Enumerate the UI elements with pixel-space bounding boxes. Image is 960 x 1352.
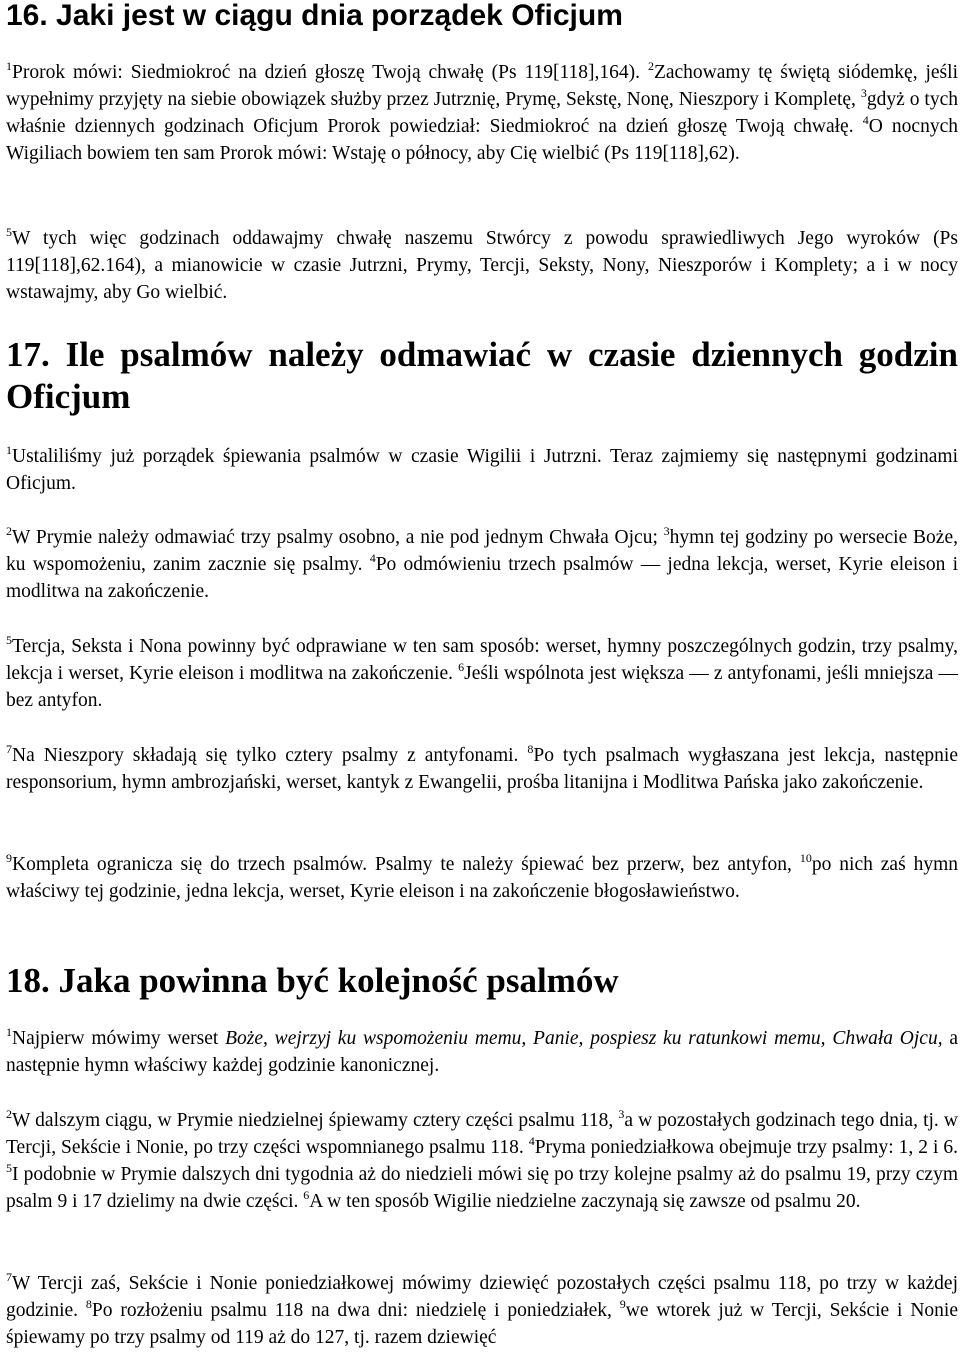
section-17 xyxy=(6,334,958,418)
section-16-paragraph-1 xyxy=(6,59,958,167)
verse-text: we wtorek już w Tercji, Sekście i Nonie śpiewamy po trzy psalmy od 119 aż do 127, tj. razem dziewięć xyxy=(6,1300,958,1348)
section-16-paragraph-2 xyxy=(6,225,958,306)
verse-text: Po rozłożeniu psalmu 118 na dwa dni: niedzielę i poniedziałek, xyxy=(91,1300,620,1321)
section-16 xyxy=(6,0,958,34)
verse-number: 10 xyxy=(799,851,812,865)
verse-text: po nich zaś hymn właściwy tej godzinie, jedna lekcja, werset, Kyrie eleison i na zakończenie błogosławieństwo. xyxy=(6,854,959,902)
verse-number: 7 xyxy=(6,742,12,756)
verse-number: 5 xyxy=(6,633,12,647)
verse-number: 3 xyxy=(663,524,670,538)
section-18-paragraph-3 xyxy=(6,1270,958,1351)
paragraph xyxy=(6,1270,958,1351)
verse-number: 1 xyxy=(6,59,12,73)
section-16-heading: 16. Jaki jest w ciągu dnia porządek Oficjum xyxy=(6,0,623,32)
verse-text: gdyż o tych właśnie dziennych godzinach Oficjum Prorok powiedział: Siedmiokroć na dzień głoszę Twoją chwałę. xyxy=(6,89,958,137)
verse-text: hymn tej godziny po wersecie Boże, ku wspomożeniu, zanim zacznie się psalmy. xyxy=(6,527,958,575)
verse-text: Prorok mówi: Siedmiokroć na dzień głoszę Twoją chwałę (Ps 119[118],164). xyxy=(12,62,648,83)
verse-number: 3 xyxy=(618,1107,625,1121)
paragraph xyxy=(6,1025,958,1079)
verse-text: Najpierw mówimy werset xyxy=(12,1028,226,1049)
paragraph xyxy=(6,633,958,714)
verse-text: Ustaliliśmy już porządek śpiewania psalmów w czasie Wigilii i Jutrzni. Teraz zajmiemy się następnymi godzinami Oficjum. xyxy=(6,446,958,494)
verse-text: A w ten sposób Wigilie niedzielne zaczynają się zawsze od psalmu 20. xyxy=(309,1191,861,1212)
section-17-paragraph-1 xyxy=(6,443,958,497)
verse-number: 6 xyxy=(303,1188,310,1202)
verse-text: W dalszym ciągu, w Prymie niedzielnej śpiewamy cztery części psalmu 118, xyxy=(12,1110,619,1131)
verse-text: Po odmówieniu trzech psalmów — jedna lekcja, werset, Kyrie eleison i modlitwa na zakończenie. xyxy=(6,554,958,602)
verse-text: O nocnych Wigiliach bowiem ten sam Prorok mówi: Wstaję o północy, aby Cię wielbić (Ps 119[118],62). xyxy=(6,116,958,164)
verse-text: Na Nieszpory składają się tylko cztery psalmy z antyfonami. xyxy=(12,745,528,766)
verse-text: W tych więc godzinach oddawajmy chwałę naszemu Stwórcy z powodu sprawiedliwych Jego wyroków (Ps 119[118],62.164), a mianowicie w czasie Jutrzni, Prymy, Tercji, Seksty, Nony, Nieszporów i Komplety; a i w nocy wstawajmy, aby Go wielbić. xyxy=(6,228,958,303)
verse-number: 1 xyxy=(6,443,12,457)
verse-text: W Prymie należy odmawiać trzy psalmy osobno, a nie pod jednym Chwała Ojcu; xyxy=(12,527,664,548)
verse-number: 7 xyxy=(6,1270,12,1284)
verse-number: 5 xyxy=(6,225,12,239)
section-17-paragraph-5 xyxy=(6,851,958,905)
verse-text: a następnie hymn właściwy każdej godzinie kanonicznej. xyxy=(6,1028,959,1076)
verse-number: 4 xyxy=(369,551,376,565)
paragraph xyxy=(6,1107,958,1215)
verse-text: Tercja, Seksta i Nona powinny być odprawiane w ten sam sposób: werset, hymny poszczególnych godzin, trzy psalmy, lekcja i werset, Kyrie eleison i modlitwa na zakończenie. xyxy=(6,636,958,684)
verse-text: Kompleta ogranicza się do trzech psalmów. Psalmy te należy śpiewać bez przerw, bez antyfon, xyxy=(12,854,800,875)
section-18 xyxy=(6,960,958,1002)
verse-text: Po tych psalmach wygłaszana jest lekcja, następnie responsorium, hymn ambrozjański, werset, kantyk z Ewangelii, prośba litanijna i Modlitwa Pańska jako zakończenie. xyxy=(6,745,958,793)
verse-number: 4 xyxy=(528,1134,535,1148)
paragraph xyxy=(6,851,958,905)
verse-number: 2 xyxy=(6,1107,12,1121)
section-17-heading: 17. Ile psalmów należy odmawiać w czasie dziennych godzin Oficjum xyxy=(6,335,958,416)
verse-text: I podobnie w Prymie dalszych dni tygodnia aż do niedzieli mówi się po trzy kolejne psalmy aż do psalmu 19, przy czym psalm 9 i 17 dzielimy na dwie części. xyxy=(6,1164,958,1212)
verse-text: a w pozostałych godzinach tego dnia, tj. w Tercji, Sekście i Nonie, po trzy części wspomnianego psalmu 118. xyxy=(6,1110,958,1158)
paragraph xyxy=(6,59,958,167)
verse-number: 3 xyxy=(860,86,867,100)
section-18-paragraph-2 xyxy=(6,1107,958,1215)
verse-number: 5 xyxy=(6,1161,12,1175)
verse-number: 8 xyxy=(527,742,534,756)
verse-number: 4 xyxy=(862,113,869,127)
verse-number: 9 xyxy=(619,1297,626,1311)
section-17-paragraph-2 xyxy=(6,524,958,605)
section-18-paragraph-1 xyxy=(6,1025,958,1079)
verse-number: 6 xyxy=(458,660,465,674)
verse-text: W Tercji zaś, Sekście i Nonie poniedziałkowej mówimy dziewięć pozostałych części psalmu 118, po trzy w każdej godzinie. xyxy=(6,1273,958,1321)
paragraph xyxy=(6,225,958,306)
verse-number: 1 xyxy=(6,1025,12,1039)
paragraph xyxy=(6,443,958,497)
verse-text: Pryma poniedziałkowa obejmuje trzy psalmy: 1, 2 i 6. xyxy=(534,1137,958,1158)
paragraph xyxy=(6,524,958,605)
paragraph xyxy=(6,742,958,796)
section-18-heading: 18. Jaka powinna być kolejność psalmów xyxy=(6,961,619,1000)
section-17-paragraph-4 xyxy=(6,742,958,796)
verse-number: 2 xyxy=(647,59,654,73)
quoted-prayer: Boże, wejrzyj ku wspomożeniu memu, Panie, pospiesz ku ratunkowi memu, Chwała Ojcu, xyxy=(225,1028,943,1049)
verse-number: 8 xyxy=(85,1297,92,1311)
verse-number: 9 xyxy=(6,851,12,865)
verse-number: 2 xyxy=(6,524,12,538)
verse-text: Zachowamy tę świętą siódemkę, jeśli wypełnimy przyjęty na siebie obowiązek służby przez Jutrznię, Prymę, Sekstę, Nonę, Nieszpory i Kompletę, xyxy=(6,62,958,110)
verse-text: Jeśli wspólnota jest większa — z antyfonami, jeśli mniejsza — bez antyfon. xyxy=(6,663,958,711)
section-17-paragraph-3 xyxy=(6,633,958,714)
